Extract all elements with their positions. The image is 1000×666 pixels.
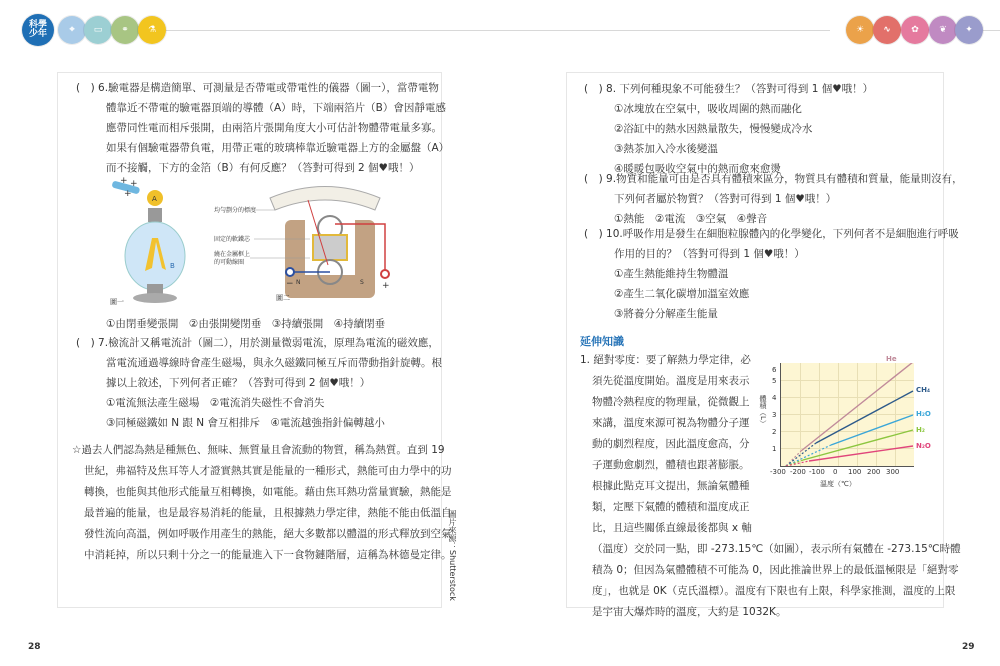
svg-text:固定的軟鐵芯: 固定的軟鐵芯 <box>214 236 251 243</box>
extension-line: 1. 絕對零度：要了解熱力學定律，必 <box>580 354 751 366</box>
lab-tube-icon: ⚗ <box>138 16 166 44</box>
q8-option: ②浴缸中的熱水因熱量散失，慢慢變成冷水 <box>614 123 813 135</box>
q6-line: 應帶同性電而相斥張開，由兩箔片張開角度大小可估計物體帶電量多寡。 <box>106 122 442 134</box>
extension-line: 是宇宙大爆炸時的溫度，大約是 1032K。 <box>592 606 787 618</box>
answer-bracket-q6[interactable]: ( ) <box>76 82 95 94</box>
question-10 <box>584 224 959 324</box>
note-line: 轉換，也能與其他形式能量互相轉換，如電能。藉由焦耳熱功當量實驗，熱能是 <box>84 486 452 498</box>
q7-options: ①電流無法產生磁場 ②電流消失磁性不會消失 <box>106 397 325 409</box>
svg-text:+: + <box>124 189 132 199</box>
extension-line: 須先從溫度開始。溫度是用來表示 <box>592 375 750 387</box>
q6-line: 體靠近不帶電的驗電器頂端的導體（A）時，下端兩箔片（B）會因靜電感 <box>106 102 446 114</box>
q7-line: 當電流通過導線時會產生磁場，與永久磁鐵同極互斥而帶動指針旋轉。根 <box>106 357 442 369</box>
y-tick: 1 <box>772 445 777 453</box>
q6-line: 而不接觸，下方的金箔（B）有何反應？（答對可得到 2 個♥哦！） <box>106 162 420 174</box>
lightbulb-icon: ☀ <box>846 16 874 44</box>
svg-text:N: N <box>296 279 301 286</box>
legend-he: He <box>886 355 897 363</box>
x-tick: 100 <box>848 468 862 476</box>
x-tick: 0 <box>833 468 838 476</box>
note-line: 世紀，弗福特及焦耳等人才證實熱其實是能量的一種形式，熱能可由力學中的功 <box>84 465 452 477</box>
star-note <box>72 440 452 566</box>
x-tick: -200 <box>790 468 806 476</box>
answer-bracket-q9[interactable]: ( ) <box>584 173 603 185</box>
svg-text:−: − <box>286 279 294 289</box>
galvanometer-figure <box>210 180 400 305</box>
turtle-icon: ❦ <box>929 16 957 44</box>
svg-text:B: B <box>170 262 175 270</box>
y-tick: 5 <box>772 377 777 385</box>
magazine-logo <box>22 14 54 46</box>
extension-line: 來講，溫度來源可視為物體分子運 <box>592 417 750 429</box>
note-line: 最普遍的能量，也是最容易消耗的能量，且根據熱力學定律，熱能不能由低溫自 <box>84 507 452 519</box>
q10-option: ①產生熱能維持生物體溫 <box>614 268 729 280</box>
chart-lines <box>781 363 914 466</box>
y-tick: 2 <box>772 428 777 436</box>
q8-line: 8. 下列何種現象不可能發生？（答對可得到 1 個♥哦！） <box>606 83 874 95</box>
q7-options: ③同極磁鐵如 N 跟 N 會互相排斥 ④電流越強指針偏轉越小 <box>106 417 385 429</box>
satellite-icon: ✦ <box>955 16 983 44</box>
note-line: 發性流向高溫，例如呼吸作用產生的熱能，絕大多數都以體溫的形式釋放到空氣 <box>84 528 452 540</box>
extension-line: 積為 0；但因為氣體體積不可能為 0，因此推論世界上的最低溫極限是「絕對零 <box>592 564 959 576</box>
svg-text:圖二: 圖二 <box>276 294 290 302</box>
extension-line: 動的劇烈程度，因此溫度愈高，分 <box>592 438 750 450</box>
svg-text:S: S <box>360 279 364 286</box>
q7-line: 據以上敘述，下列何者正確？（答對可得到 2 個♥哦！） <box>106 377 371 389</box>
svg-text:A: A <box>152 195 157 203</box>
q9-line: 下列何者屬於物質？（答對可得到 1 個♥哦！） <box>614 193 837 205</box>
q10-line: 10.呼吸作用是發生在細胞粒腺體內的化學變化，下列何者不是細胞進行呼吸 <box>606 228 959 240</box>
legend-h2: H₂ <box>916 426 925 434</box>
svg-text:均勻劃分的標度: 均勻劃分的標度 <box>214 207 257 214</box>
monitor-icon: ▭ <box>84 16 112 44</box>
q10-line: 作用的目的？（答對可得到 1 個♥哦！） <box>614 248 805 260</box>
legend-ch4: CH₄ <box>916 386 931 394</box>
q6-options: ①由閉垂變張開 ②由張開變閉垂 ③持續張開 ④持續閉垂 <box>106 318 386 330</box>
extension-line: 類，定壓下氣體的體積和溫度成正 <box>592 501 750 513</box>
y-axis-label: 體積（L） <box>759 395 767 427</box>
x-tick: -100 <box>809 468 825 476</box>
svg-text:+: + <box>130 179 138 189</box>
x-axis-label: 溫度（℃） <box>820 480 856 488</box>
extension-line: 子運動愈劇烈，體積也跟著膨脹。 <box>592 459 750 471</box>
svg-text:圖一: 圖一 <box>110 298 124 306</box>
header-rule-left <box>165 30 830 31</box>
x-tick: 200 <box>867 468 881 476</box>
q10-option: ②產生二氧化碳增加溫室效應 <box>614 288 750 300</box>
legend-n2o: N₂O <box>916 442 931 450</box>
dna-icon: ∿ <box>873 16 901 44</box>
extension-line: 度」，也就是 0K（克氏溫標）。溫度有下限也有上限，科學家推測，溫度的上限 <box>592 585 956 597</box>
note-line: 中消耗掉，所以只剩十分之一的能量進入下一食物鏈階層，這稱為林德曼定律。 <box>84 549 452 561</box>
svg-text:繞在金屬框上: 繞在金屬框上 <box>214 251 251 258</box>
chart-plot-area <box>780 363 914 467</box>
question-7 <box>76 333 442 433</box>
page-number-right: 29 <box>962 642 975 652</box>
page-number-left: 28 <box>28 642 41 652</box>
image-credit: 圖片來源：Shutterstock <box>448 510 457 601</box>
header-rule-right <box>980 30 1000 31</box>
extension-line: 比，且這些關係直線最後都與 x 軸 <box>592 522 752 534</box>
telescope-icon: ⌖ <box>58 16 86 44</box>
svg-text:+: + <box>382 281 390 291</box>
q8-option: ③熱茶加入冷水後變溫 <box>614 143 718 155</box>
extension-title: 延伸知識 <box>580 335 624 348</box>
y-tick: 4 <box>772 394 777 402</box>
q9-options: ①熱能 ②電流 ③空氣 ④聲音 <box>614 213 768 225</box>
flower-icon: ✿ <box>901 16 929 44</box>
note-line: ☆過去人們認為熱是種無色、無味、無質量且會流動的物質，稱為熱質。直到 19 <box>72 444 445 456</box>
y-tick: 6 <box>772 366 777 374</box>
svg-text:的可動線圈: 的可動線圈 <box>214 259 245 266</box>
x-tick: 300 <box>886 468 900 476</box>
logo-text: 科學少年 <box>28 20 47 39</box>
extension-line: 根據此點克耳文提出，無論氣體種 <box>592 480 750 492</box>
extension-line: （溫度）交於同一點，即 -273.15℃（如圖），表示所有氣體在 -273.15℃時體 <box>592 543 961 555</box>
q6-line: 6.驗電器是構造簡單、可測量是否帶電或帶電性的儀器（圖一），當帶電物 <box>98 82 439 94</box>
legend-h2o: H₂O <box>916 410 931 418</box>
question-9 <box>584 169 963 229</box>
q8-option: ④暖暖包吸收空氣中的熱而愈來愈燙 <box>614 163 781 175</box>
question-8 <box>584 79 873 179</box>
answer-bracket-q7[interactable]: ( ) <box>76 337 95 349</box>
extension-line: 物體冷熱程度的物理量，從微觀上 <box>592 396 750 408</box>
q7-line: 7.檢流計又稱電流計（圖二），用於測量微弱電流，原理為電流的磁效應， <box>98 337 439 349</box>
answer-bracket-q10[interactable]: ( ) <box>584 228 603 240</box>
electroscope-figure <box>100 176 200 306</box>
q9-line: 9.物質和能量可由是否具有體積來區分，物質具有體積和質量，能量則沒有， <box>606 173 963 185</box>
y-tick: 3 <box>772 411 777 419</box>
answer-bracket-q8[interactable]: ( ) <box>584 83 603 95</box>
q8-option: ①冰塊放在空氣中，吸收周圍的熱而融化 <box>614 103 802 115</box>
molecule-icon: ⚭ <box>111 16 139 44</box>
q10-option: ③將養分分解產生能量 <box>614 308 718 320</box>
q6-line: 如果有個驗電器帶負電，用帶正電的玻璃棒靠近驗電器上方的金屬盤（A） <box>106 142 450 154</box>
question-6 <box>76 78 449 178</box>
x-tick: -300 <box>770 468 786 476</box>
svg-text:+: + <box>120 176 128 186</box>
